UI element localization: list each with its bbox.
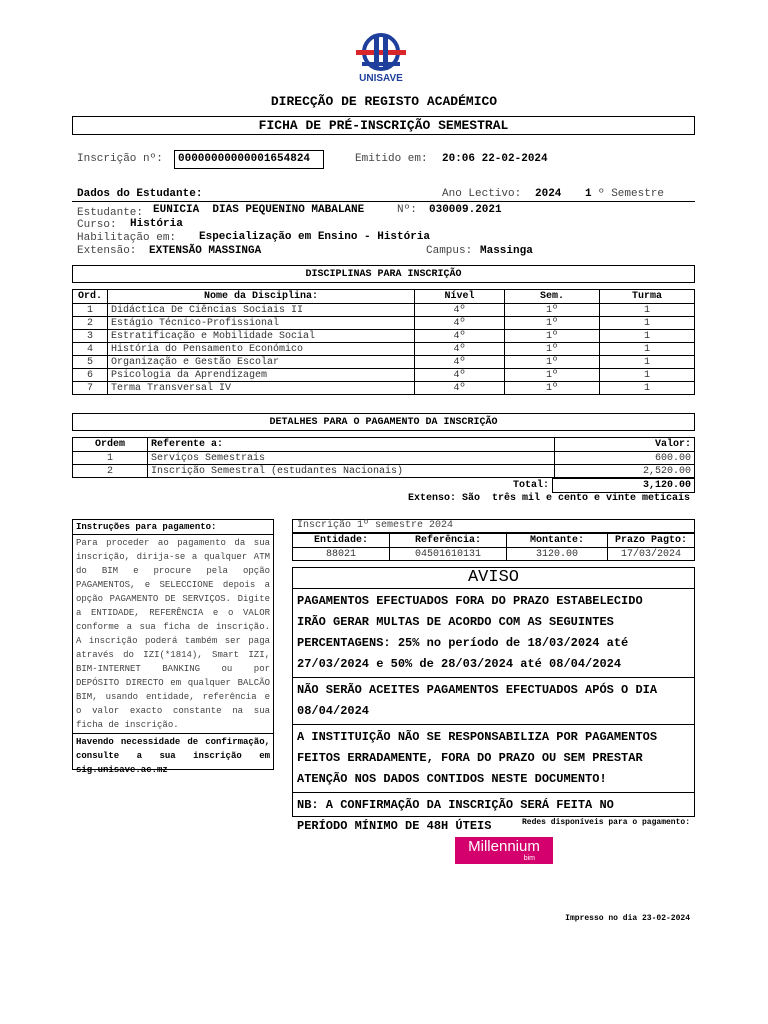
turma-cell: 1 xyxy=(600,343,695,356)
extensao-value: EXTENSÃO MASSINGA xyxy=(149,245,262,257)
disciplina-row xyxy=(73,356,695,369)
aviso-line: NÃO SERÃO ACEITES PAGAMENTOS EFECTUADOS APÓS O DIA xyxy=(297,683,658,697)
inscricao-label: Inscrição nº: xyxy=(77,153,163,165)
instrucoes-confirm-line: Havendo necessidade de confirmação, xyxy=(76,737,270,747)
nivel-cell: 4º xyxy=(415,330,505,343)
divider-line xyxy=(72,201,695,202)
aviso-paragraph xyxy=(293,793,694,839)
numero-value: 030009.2021 xyxy=(429,204,502,216)
col-montante: Montante: xyxy=(507,534,608,548)
aviso-line: 08/04/2024 xyxy=(297,704,370,718)
nivel-cell: 4º xyxy=(415,369,505,382)
campus-value: Massinga xyxy=(480,245,533,257)
col-ord: Ord. xyxy=(73,290,108,304)
aviso-paragraph xyxy=(293,589,694,678)
disciplina-row xyxy=(73,343,695,356)
col-prazo: Prazo Pagto: xyxy=(608,534,695,548)
instrucoes-line: BIM, usando entidade, referência e xyxy=(76,692,270,702)
dados-estudante-label: Dados do Estudante: xyxy=(77,188,203,200)
col-valor: Valor: xyxy=(555,438,695,452)
ord-cell: 5 xyxy=(73,356,108,369)
ano-lectivo-value: 2024 xyxy=(535,188,562,200)
nome-cell: Psicologia da Aprendizagem xyxy=(108,369,415,382)
ordem-cell: 1 xyxy=(73,452,148,465)
instrucoes-line: o valor exacto constante na sua xyxy=(76,706,270,716)
sem-cell: 1º xyxy=(505,369,600,382)
nivel-cell: 4º xyxy=(415,304,505,317)
sem-cell: 1º xyxy=(505,317,600,330)
disciplinas-table xyxy=(72,289,695,395)
valor-cell: 2,520.00 xyxy=(555,465,695,478)
col-sem: Sem. xyxy=(505,290,600,304)
instrucoes-line: A inscrição poderá também ser paga xyxy=(76,636,270,646)
form-title: FICHA DE PRÉ-INSCRIÇÃO SEMESTRAL xyxy=(72,116,695,135)
ord-cell: 6 xyxy=(73,369,108,382)
pagamento-row xyxy=(73,465,695,478)
instrucoes-confirm xyxy=(73,734,273,777)
instrucoes-line: inscrição, dirija-se a qualquer ATM xyxy=(76,552,270,562)
sem-cell: 1º xyxy=(505,343,600,356)
referencia-value-row xyxy=(293,548,695,561)
referencia-title: Inscrição 1º semestre 2024 xyxy=(292,519,695,533)
total-label: Total: xyxy=(513,480,550,491)
instrucoes-line: ficha de inscrição. xyxy=(76,720,179,730)
instrucoes-line: DEPÓSITO DIRECTO em qualquer BALCÃO xyxy=(76,678,270,688)
redes-label: Redes disponíveis para o pagamento: xyxy=(521,818,690,827)
numero-label: Nº: xyxy=(397,204,417,216)
valor-cell: 600.00 xyxy=(555,452,695,465)
instrucoes-confirm-line: sig.unisave.ac.mz xyxy=(76,765,168,775)
emitido-label: Emitido em: xyxy=(355,153,428,165)
col-referencia: Referência: xyxy=(390,534,507,548)
sem-cell: 1º xyxy=(505,304,600,317)
aviso-title: AVISO xyxy=(293,568,694,589)
ord-cell: 4 xyxy=(73,343,108,356)
disciplinas-header-row xyxy=(73,290,695,304)
instrucoes-box xyxy=(72,519,274,775)
nome-cell: Terma Transversal IV xyxy=(108,382,415,395)
referente-cell: Inscrição Semestral (estudantes Nacionais) xyxy=(148,465,555,478)
millennium-bim-logo xyxy=(455,837,553,864)
ord-cell: 7 xyxy=(73,382,108,395)
curso-label: Curso: xyxy=(77,219,117,231)
disciplina-row xyxy=(73,330,695,343)
col-nome: Nome da Disciplina: xyxy=(108,290,415,304)
sem-cell: 1º xyxy=(505,382,600,395)
instrucoes-line: Para proceder ao pagamento da sua xyxy=(76,538,270,548)
pagamento-title: DETALHES PARA O PAGAMENTO DA INSCRIÇÃO xyxy=(72,413,695,431)
estudante-value: EUNICIA DIAS PEQUENINO MABALANE xyxy=(153,204,365,216)
nivel-cell: 4º xyxy=(415,356,505,369)
aviso-line: FEITOS ERRADAMENTE, FORA DO PRAZO OU SEM PRESTAR xyxy=(297,751,643,765)
referencia-header-row xyxy=(293,534,695,548)
disciplina-row xyxy=(73,382,695,395)
curso-value: História xyxy=(130,218,183,230)
campus-label: Campus: xyxy=(426,245,473,257)
disciplinas-title: DISCIPLINAS PARA INSCRIÇÃO xyxy=(72,265,695,283)
turma-cell: 1 xyxy=(600,330,695,343)
aviso-line: ATENÇÃO NOS DADOS CONTIDOS NESTE DOCUMENTO! xyxy=(297,772,607,786)
logo-text: UNISAVE xyxy=(359,73,403,84)
nome-cell: Estratificação e Mobilidade Social xyxy=(108,330,415,343)
prazo-value: 17/03/2024 xyxy=(608,548,695,561)
inscricao-number: 00000000000001654824 xyxy=(174,150,324,169)
referencia-value: 04501610131 xyxy=(390,548,507,561)
turma-cell: 1 xyxy=(600,382,695,395)
col-ordem: Ordem xyxy=(73,438,148,452)
total-value: 3,120.00 xyxy=(552,478,695,493)
col-entidade: Entidade: xyxy=(293,534,390,548)
bank-sub: bim xyxy=(523,855,535,862)
aviso-line: IRÃO GERAR MULTAS DE ACORDO COM AS SEGUINTES xyxy=(297,615,614,629)
nome-cell: Organização e Gestão Escolar xyxy=(108,356,415,369)
instrucoes-line: a ENTIDADE, REFERÊNCIA e o VALOR xyxy=(76,608,270,618)
aviso-line: PERCENTAGENS: 25% no período de 18/03/2024 até xyxy=(297,636,629,650)
instrucoes-line: através do IZI(*1814), Smart IZI, xyxy=(76,650,270,660)
org-title: DIRECÇÃO DE REGISTO ACADÉMICO xyxy=(270,94,498,109)
turma-cell: 1 xyxy=(600,304,695,317)
nivel-cell: 4º xyxy=(415,382,505,395)
instrucoes-line: PAGAMENTOS, e SELECCIONE depois a xyxy=(76,580,270,590)
extenso-text: Extenso: São três mil e cento e vinte meticais xyxy=(407,493,690,504)
unisave-logo xyxy=(348,32,414,90)
nivel-cell: 4º xyxy=(415,317,505,330)
disciplina-row xyxy=(73,369,695,382)
habilitacao-label: Habilitação em: xyxy=(77,232,177,244)
instrucoes-line: opção PAGAMENTO DE SERVIÇOS. Digite xyxy=(76,594,270,604)
instrucoes-title: Instruções para pagamento: xyxy=(73,520,273,535)
aviso-line: A INSTITUIÇÃO NÃO SE RESPONSABILIZA POR PAGAMENTOS xyxy=(297,730,658,744)
aviso-body xyxy=(293,589,694,839)
bank-name: Millennium xyxy=(468,838,540,855)
impresso-text: Impresso no dia 23-02-2024 xyxy=(565,914,690,923)
ord-cell: 2 xyxy=(73,317,108,330)
estudante-label: Estudante: xyxy=(77,207,144,219)
instrucoes-line: do BIM e procure pela opção xyxy=(76,566,270,576)
col-turma: Turma xyxy=(600,290,695,304)
pagamento-header-row xyxy=(73,438,695,452)
aviso-paragraph xyxy=(293,678,694,725)
nivel-cell: 4º xyxy=(415,343,505,356)
sem-cell: 1º xyxy=(505,356,600,369)
referente-cell: Serviços Semestrais xyxy=(148,452,555,465)
instrucoes-text xyxy=(73,535,273,734)
semestre-value: 1 xyxy=(585,188,592,200)
aviso-line: 27/03/2024 e 50% de 28/03/2024 até 08/04/2024 xyxy=(297,657,622,671)
extensao-label: Extensão: xyxy=(77,245,137,257)
nome-cell: Didáctica De Ciências Sociais II xyxy=(108,304,415,317)
col-referente: Referente a: xyxy=(148,438,555,452)
aviso-line: NB: A CONFIRMAÇÃO DA INSCRIÇÃO SERÁ FEITA NO xyxy=(297,798,614,812)
nome-cell: Estágio Técnico-Profissional xyxy=(108,317,415,330)
turma-cell: 1 xyxy=(600,369,695,382)
turma-cell: 1 xyxy=(600,356,695,369)
pagamento-table xyxy=(72,437,695,478)
col-nivel: Nível xyxy=(415,290,505,304)
sem-cell: 1º xyxy=(505,330,600,343)
disciplina-row xyxy=(73,304,695,317)
entidade-value: 88021 xyxy=(293,548,390,561)
habilitacao-value: Especialização em Ensino - História xyxy=(199,231,431,243)
instrucoes-confirm-line: consulte a sua inscrição em xyxy=(76,751,270,761)
instrucoes-line: BIM-INTERNET BANKING ou por xyxy=(76,664,270,674)
instrucoes-line: conforme a sua ficha de inscrição. xyxy=(76,622,270,632)
aviso-line: PERÍODO MÍNIMO DE 48H ÚTEIS xyxy=(297,819,492,833)
aviso-paragraph xyxy=(293,725,694,793)
emitido-value: 20:06 22-02-2024 xyxy=(442,153,548,165)
ord-cell: 3 xyxy=(73,330,108,343)
montante-value: 3120.00 xyxy=(507,548,608,561)
pagamento-row xyxy=(73,452,695,465)
ordem-cell: 2 xyxy=(73,465,148,478)
turma-cell: 1 xyxy=(600,317,695,330)
disciplina-row xyxy=(73,317,695,330)
semestre-label: º Semestre xyxy=(598,188,665,200)
aviso-line: PAGAMENTOS EFECTUADOS FORA DO PRAZO ESTABELECIDO xyxy=(297,594,643,608)
nome-cell: História do Pensamento Económico xyxy=(108,343,415,356)
ord-cell: 1 xyxy=(73,304,108,317)
ano-lectivo-label: Ano Lectivo: xyxy=(442,188,522,200)
referencia-table xyxy=(292,533,695,561)
